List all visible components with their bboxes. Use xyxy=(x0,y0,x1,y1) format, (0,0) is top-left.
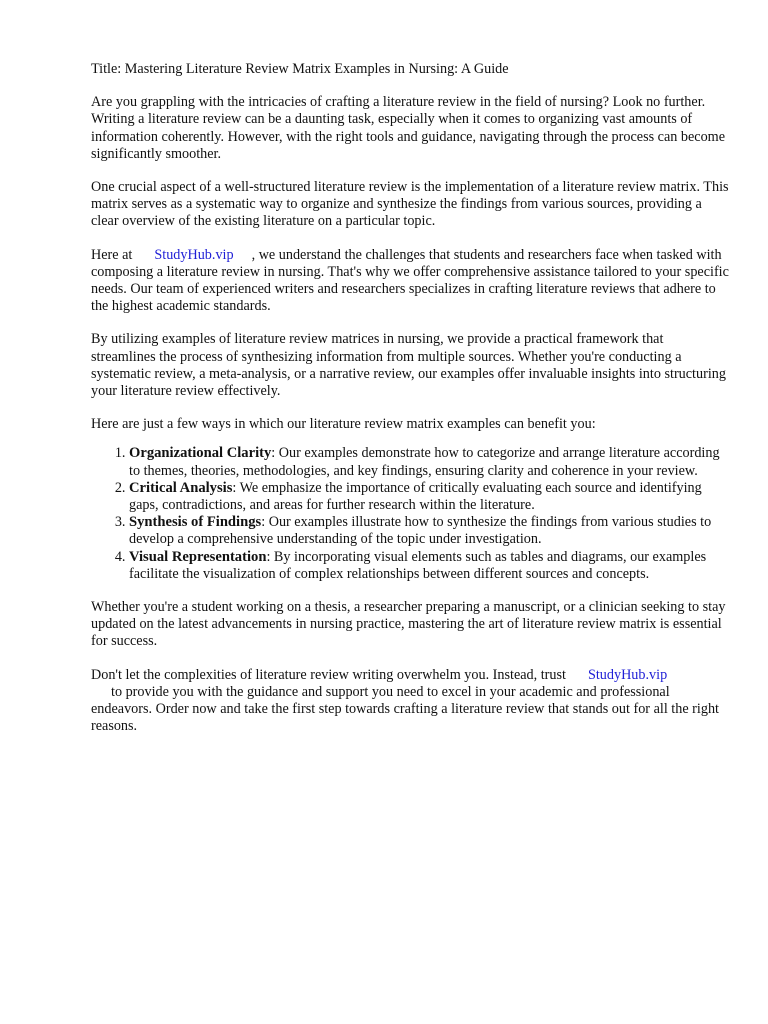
list-item xyxy=(129,514,731,548)
benefit-text: : Our examples demonstrate how to categorize and arrange literature according to themes, theories, methodologies, and key findings, ensuring clarity and coherence in your review. xyxy=(129,445,720,479)
benefits-list xyxy=(91,445,731,583)
studyhub-closing-link[interactable]: StudyHub.vip xyxy=(587,666,668,683)
closing-paragraph xyxy=(91,667,731,736)
list-item xyxy=(129,445,731,479)
studyhub-paragraph xyxy=(91,247,731,316)
audience-paragraph: Whether you're a student working on a thesis, a researcher preparing a manuscript, or a clinician seeking to stay updated on the latest advancements in nursing practice, mastering the art of literature review matrix is essential for success. xyxy=(91,599,726,650)
benefit-text: : Our examples illustrate how to synthesize the findings from various studies to develop a comprehensive understanding of the topic under investigation. xyxy=(129,514,712,548)
intro-paragraph: Are you grappling with the intricacies of crafting a literature review in the field of nursing? Look no further. Writing a literature review can be a daunting task, especially when it comes to organizing vast amounts of information coherently. However, with the right tools and guidance, navigating through the process can become significantly smoother. xyxy=(91,94,726,162)
list-item xyxy=(129,549,731,583)
studyhub-paragraph-body: , we understand the challenges that students and researchers face when tasked with composing a literature review in nursing. That's why we offer comprehensive assistance tailored to your specific needs. Our team of experienced writers and researchers specializes in crafting literature reviews that adhere to the highest academic standards. xyxy=(91,246,729,315)
closing-paragraph-body: to provide you with the guidance and support you need to excel in your academic and professional endeavors. Order now and take the first step towards crafting a literature review that stands out for all the right reasons. xyxy=(91,683,719,735)
studyhub-link[interactable]: StudyHub.vip xyxy=(154,246,234,263)
examples-paragraph: By utilizing examples of literature review matrices in nursing, we provide a practical framework that streamlines the process of synthesizing information from multiple sources. Whether you're conducting a systematic review, a meta-analysis, or a narrative review, our examples offer invaluable insights into structuring your literature review effectively. xyxy=(91,331,726,400)
benefit-term: Organizational Clarity xyxy=(129,445,272,462)
benefit-term: Visual Representation xyxy=(129,548,267,565)
benefits-intro: Here are just a few ways in which our literature review matrix examples can benefit you: xyxy=(91,416,596,433)
benefit-term: Critical Analysis xyxy=(129,479,233,496)
benefit-text: : By incorporating visual elements such as tables and diagrams, our examples facilitate the visualization of complex relationships between different sources and concepts. xyxy=(129,548,707,582)
list-item xyxy=(129,480,731,514)
benefit-text: : We emphasize the importance of critically evaluating each source and identifying gaps, contradictions, and areas for further research within the literature. xyxy=(129,479,702,514)
benefit-term: Synthesis of Findings xyxy=(129,514,262,531)
matrix-paragraph: One crucial aspect of a well-structured literature review is the implementation of a literature review matrix. This matrix serves as a systematic way to organize and synthesize the findings from various sources, providing a clear overview of the existing literature on a particular topic. xyxy=(91,179,729,230)
studyhub-paragraph-lead: Here at xyxy=(91,246,133,263)
document-page xyxy=(91,61,731,752)
closing-paragraph-lead: Don't let the complexities of literature review writing overwhelm you. Instead, trust xyxy=(91,666,566,683)
document-title: Title: Mastering Literature Review Matrix Examples in Nursing: A Guide xyxy=(91,61,509,77)
